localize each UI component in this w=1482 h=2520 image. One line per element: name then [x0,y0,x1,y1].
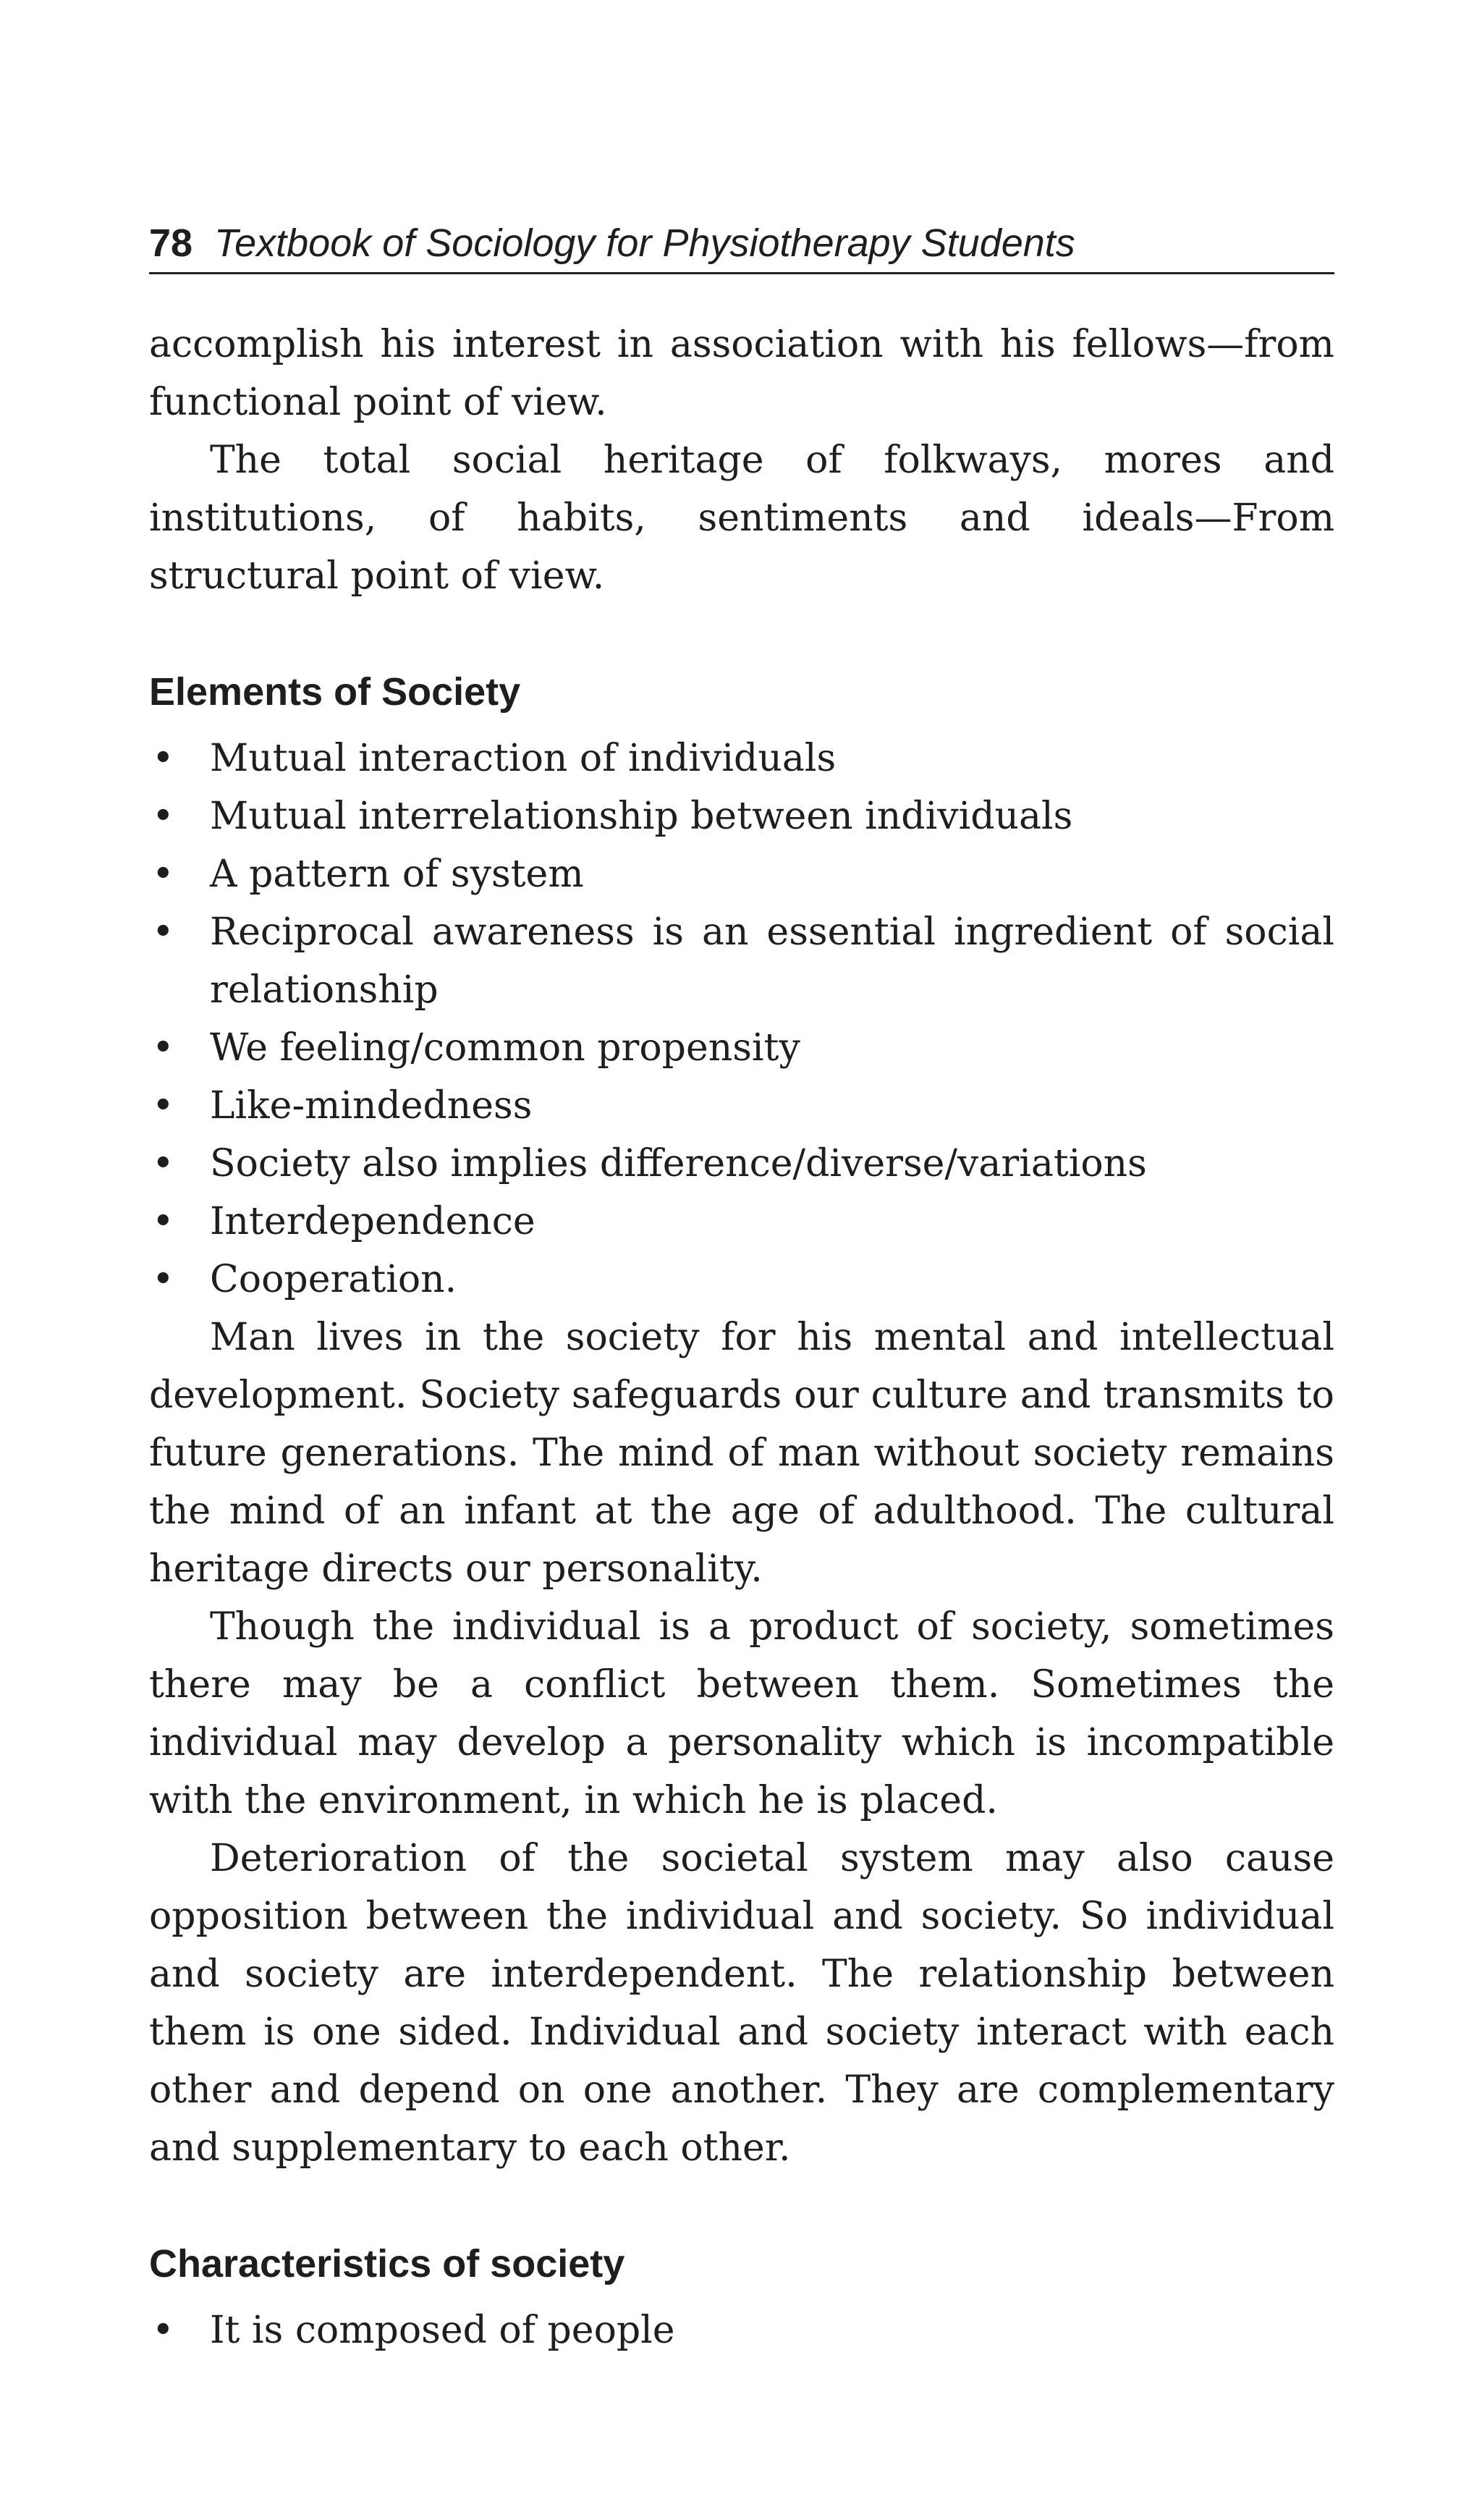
list-item-text: Mutual interrelationship between individuals [210,795,1073,838]
list-item [149,1019,1334,1077]
paragraph-conflict: Though the individual is a product of society, sometimes there may be a conflict between them. Sometimes the individual may develop a personality which is incompatible with the environment, in which he is placed. [149,1605,1334,1822]
bullet-icon: • [152,1200,174,1243]
list-item [149,1135,1334,1193]
opening-paragraph: accomplish his interest in association with his fellows—from functional point of view. [149,323,1334,424]
bullet-icon: • [152,795,174,838]
list-item [149,1077,1334,1135]
list-item [149,1193,1334,1251]
list-item [149,787,1334,845]
book-title: Textbook of Sociology for Physiotherapy Students [214,221,1075,265]
elements-list [149,730,1334,1308]
paragraph-deterioration: Deterioration of the societal system may also cause opposition between the individual and society. So individual and society are interdependent. The relationship between them is one sided. Individual and society interact with each other and depend on one another. They are complementary and supplementary to each other. [149,1837,1334,2170]
list-item-text: Reciprocal awareness is an essential ingredient of social relationship [210,910,1334,1012]
list-item-text: Like-mindedness [210,1084,533,1128]
characteristics-heading: Characteristics of society [149,2242,625,2286]
bullet-icon: • [152,853,174,896]
paragraph-man-lives: Man lives in the society for his mental and intellectual development. Society safeguards our culture and transmits to future generations. The mind of man without society remains the mind of an infant at the age of adulthood. The cultural heritage directs our personality. [149,1316,1334,1591]
bullet-icon: • [152,2309,174,2352]
list-item [149,845,1334,903]
list-item-text: Society also implies difference/diverse/variations [210,1142,1147,1185]
page-body [149,316,1334,2359]
list-item [149,2301,1334,2359]
list-item-text: We feeling/common propensity [210,1026,800,1070]
running-header [149,214,1334,274]
structural-paragraph: The total social heritage of folkways, mores and institutions, of habits, sentiments and ideals—From structural point of view. [149,439,1334,598]
list-item [149,1251,1334,1308]
list-item-text: Cooperation. [210,1258,457,1301]
list-item [149,730,1334,787]
elements-heading: Elements of Society [149,670,521,714]
bullet-icon: • [152,1258,174,1301]
bullet-icon: • [152,1142,174,1185]
list-item-text: Mutual interaction of individuals [210,737,837,780]
list-item [149,903,1334,1019]
list-item-text: It is composed of people [210,2309,675,2352]
bullet-icon: • [152,737,174,780]
list-item-text: A pattern of system [210,853,584,896]
bullet-icon: • [152,1084,174,1128]
bullet-icon: • [152,1026,174,1070]
list-item-text: Interdependence [210,1200,535,1243]
bullet-icon: • [152,910,174,954]
page-number: 78 [149,221,193,265]
characteristics-list [149,2301,1334,2359]
